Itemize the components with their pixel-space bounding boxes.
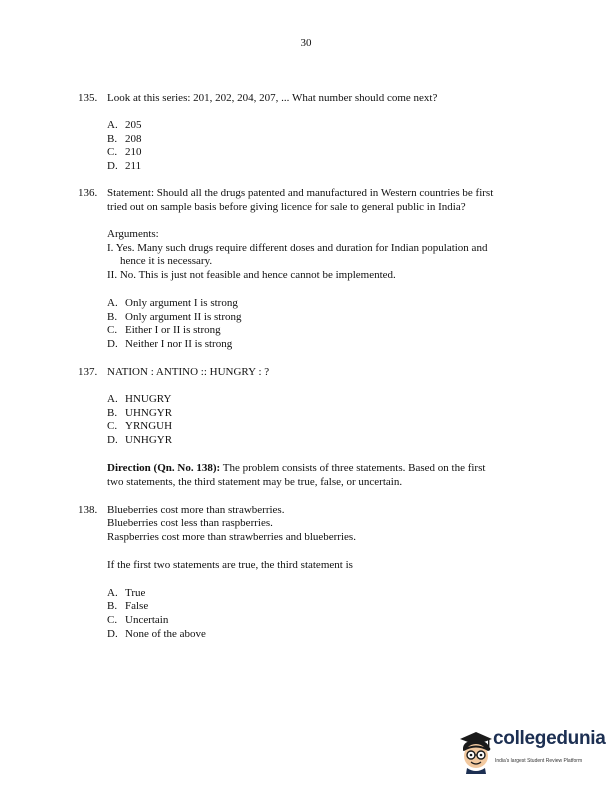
option-c: C. Either I or II is strong: [107, 324, 221, 336]
option-a: A. 205: [107, 119, 142, 131]
logo-tagline: India's largest Student Review Platform: [495, 758, 583, 764]
direction-line-1: Direction (Qn. No. 138): The problem consists of three statements. Based on the first: [107, 462, 486, 474]
option-a: A. True: [107, 587, 146, 599]
question-text-line-2: tried out on sample basis before giving licence for sale to general public in India?: [107, 201, 466, 213]
direction-label: Direction (Qn. No. 138):: [107, 462, 221, 474]
logo-wordmark: collegedunia: [493, 728, 606, 749]
statement-3: Raspberries cost more than strawberries and blueberries.: [107, 531, 356, 543]
question-text: NATION : ANTINO :: HUNGRY : ?: [107, 366, 270, 378]
question-number: 138.: [78, 504, 98, 516]
option-a: A. Only argument I is strong: [107, 297, 238, 309]
question-number: 137.: [78, 366, 98, 378]
question-number: 136.: [78, 187, 98, 199]
option-b: B. Only argument II is strong: [107, 311, 242, 323]
argument-2: II. No. This is just not feasible and hence cannot be implemented.: [107, 269, 396, 281]
option-a: A. HNUGRY: [107, 393, 172, 405]
option-c: C. Uncertain: [107, 614, 169, 626]
option-d: D. 211: [107, 160, 142, 172]
option-c: C. YRNGUH: [107, 420, 173, 432]
direction-line-2: two statements, the third statement may be true, false, or uncertain.: [107, 476, 403, 488]
option-d: D. Neither I nor II is strong: [107, 338, 233, 350]
statement-2: Blueberries cost less than raspberries.: [107, 517, 273, 529]
option-c: C. 210: [107, 146, 142, 158]
question-prompt: If the first two statements are true, the third statement is: [107, 559, 353, 571]
option-d: D. UNHGYR: [107, 434, 173, 446]
argument-1-line-2: hence it is necessary.: [120, 255, 213, 267]
question-number: 135.: [78, 92, 98, 104]
question-text-line-1: Statement: Should all the drugs patented and manufactured in Western countries be first: [107, 187, 494, 199]
page-number: 30: [300, 37, 312, 49]
argument-1-line-1: I. Yes. Many such drugs require different doses and duration for Indian population and: [107, 242, 488, 254]
mascot-icon: [456, 730, 496, 774]
arguments-label: Arguments:: [107, 228, 159, 240]
option-b: B. 208: [107, 133, 142, 145]
statement-1: Blueberries cost more than strawberries.: [107, 504, 285, 516]
collegedunia-logo: [456, 730, 604, 774]
option-b: B. False: [107, 600, 149, 612]
option-b: B. UHNGYR: [107, 407, 173, 419]
option-d: D. None of the above: [107, 628, 206, 640]
question-text: Look at this series: 201, 202, 204, 207, ... What number should come next?: [107, 92, 438, 104]
